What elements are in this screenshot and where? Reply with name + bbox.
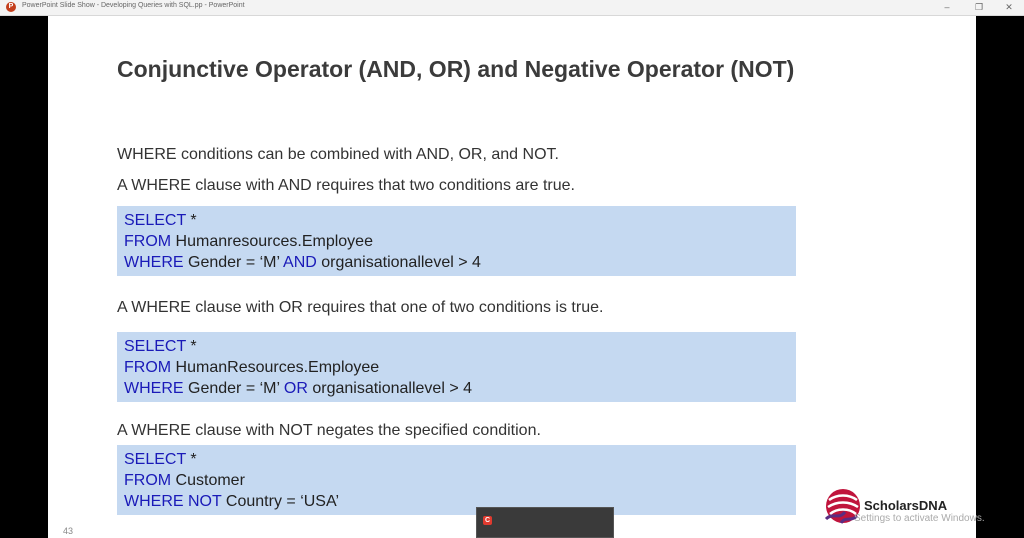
code-text: Gender = ‘M’ — [183, 380, 284, 397]
close-button[interactable]: ✕ — [1005, 2, 1013, 12]
code-block-or — [117, 332, 796, 402]
keyword-where: WHERE — [124, 254, 184, 271]
keyword-select: SELECT — [124, 451, 186, 468]
keyword-from: FROM — [124, 472, 172, 489]
taskbar-preview[interactable] — [476, 507, 614, 538]
code-block-and — [117, 206, 796, 276]
keyword-and: AND — [283, 254, 317, 271]
slide-number: 43 — [63, 526, 74, 536]
code-text: Country = ‘USA’ — [221, 493, 340, 510]
slide-title: Conjunctive Operator (AND, OR) and Negative Operator (NOT) — [117, 56, 795, 82]
activate-windows-watermark: Settings to activate Windows. — [854, 513, 985, 524]
code-text: HumanResources.Employee — [171, 359, 380, 376]
scholarsdna-logo-text: ScholarsDNA — [864, 498, 948, 513]
keyword-where-not: WHERE NOT — [124, 493, 222, 510]
keyword-where: WHERE — [124, 380, 184, 397]
code-text: * — [185, 212, 197, 229]
keyword-from: FROM — [124, 233, 172, 250]
code-text: * — [185, 338, 197, 355]
intro-text-combined: WHERE conditions can be combined with AND, OR, and NOT. — [117, 146, 559, 163]
code-text: Customer — [171, 472, 245, 489]
powerpoint-icon: P — [6, 2, 16, 12]
code-text: Gender = ‘M’ — [183, 254, 284, 271]
app-icon: C — [484, 517, 491, 524]
restore-button[interactable]: ❐ — [974, 2, 984, 12]
keyword-select: SELECT — [124, 212, 186, 229]
code-text: * — [185, 451, 197, 468]
slide[interactable] — [48, 16, 985, 538]
keyword-from: FROM — [124, 359, 172, 376]
code-text: organisationallevel > 4 — [316, 254, 481, 271]
keyword-or: OR — [283, 380, 308, 397]
intro-text-and: A WHERE clause with AND requires that two conditions are true. — [117, 177, 575, 194]
code-text: organisationallevel > 4 — [307, 380, 473, 397]
intro-text-or: A WHERE clause with OR requires that one of two conditions is true. — [117, 299, 604, 316]
intro-text-not: A WHERE clause with NOT negates the specified condition. — [117, 422, 541, 439]
window-title: PowerPoint Slide Show - Developing Queries with SQL.pp - PowerPoint — [22, 2, 245, 9]
minimize-button[interactable]: – — [944, 2, 950, 12]
window-titlebar — [0, 0, 1024, 16]
keyword-select: SELECT — [124, 338, 186, 355]
code-text: Humanresources.Employee — [171, 233, 373, 250]
code-block-not — [117, 445, 796, 515]
